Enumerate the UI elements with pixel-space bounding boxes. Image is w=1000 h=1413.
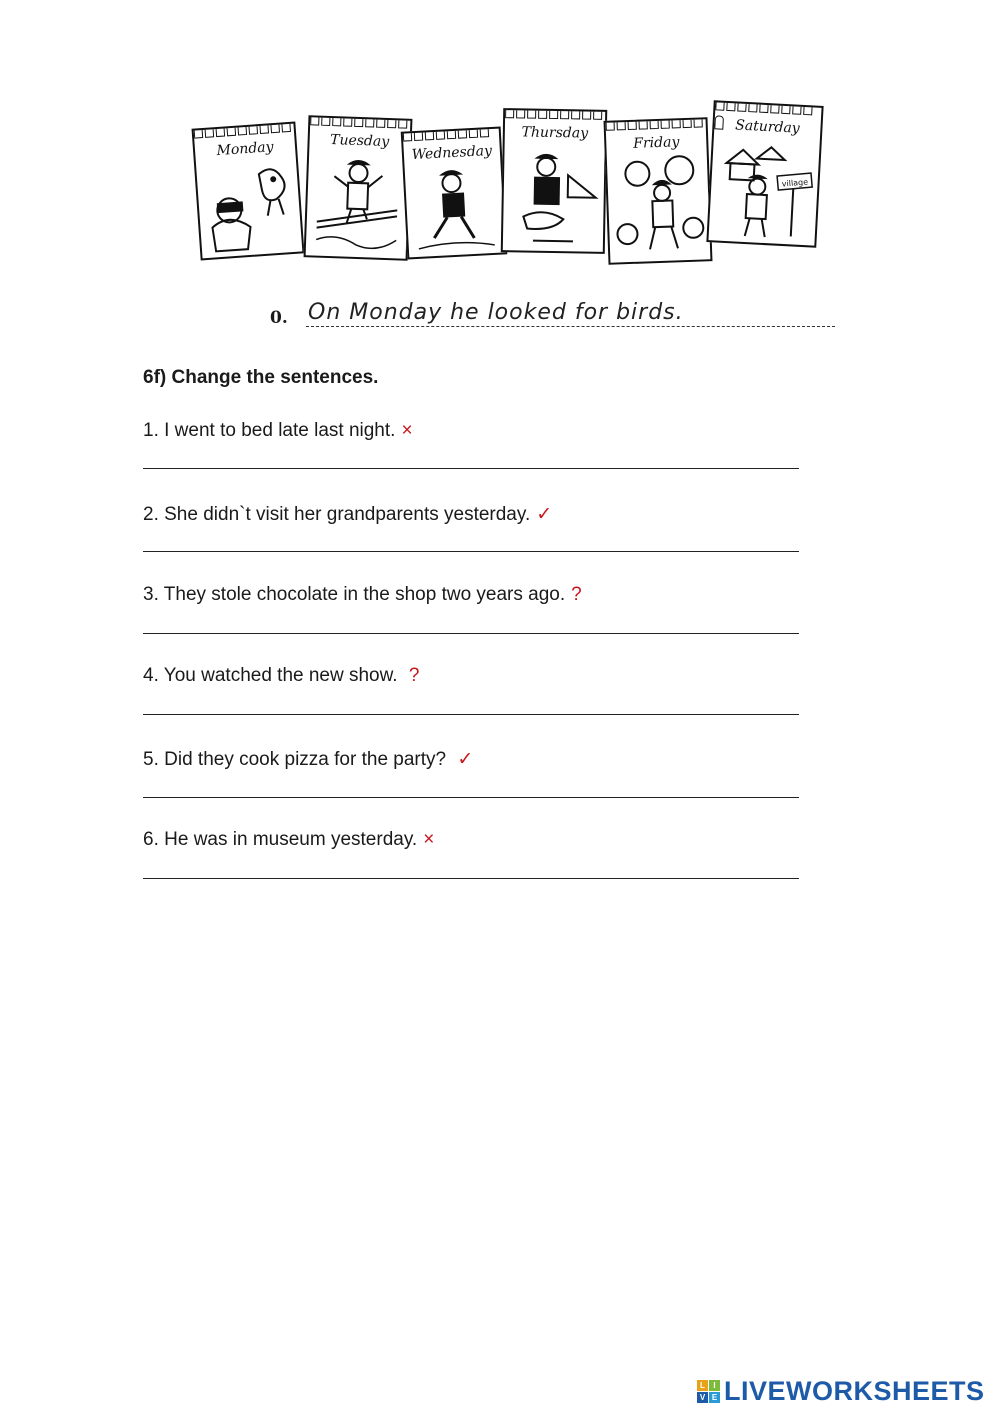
explorer-bridge-drawing [306, 151, 410, 258]
card-tuesday [304, 115, 413, 261]
card-day-label: Wednesday [411, 142, 493, 164]
question-2 [143, 503, 552, 526]
negative-mark-icon: × [401, 420, 413, 441]
question-6 [143, 829, 434, 851]
card-monday [192, 122, 305, 261]
question-text: 6. He was in museum yesterday. [143, 829, 418, 850]
question-mark-icon: ? [408, 665, 420, 686]
question-1 [143, 420, 413, 442]
card-thursday [501, 108, 607, 254]
liveworksheets-logo[interactable] [697, 1376, 985, 1406]
liveworksheets-logo-icon: L I V E [697, 1380, 720, 1403]
answer-line-1[interactable] [143, 468, 799, 469]
card-saturday [706, 100, 823, 248]
answer-line-6[interactable] [143, 878, 799, 879]
affirmative-mark-icon: ✓ [536, 504, 553, 525]
explorer-walking-drawing [405, 163, 506, 258]
affirmative-mark-icon: ✓ [457, 749, 474, 770]
weekday-cards-illustration [190, 95, 830, 265]
example-sentence [270, 296, 835, 332]
logo-text: LIVEWORKSHEETS [724, 1375, 985, 1406]
explorer-forest-drawing [607, 153, 711, 262]
card-friday [604, 117, 713, 265]
negative-mark-icon: × [423, 829, 435, 850]
answer-line-2[interactable] [143, 551, 799, 552]
village-sign-text: village [781, 177, 809, 189]
card-day-label: Thursday [521, 124, 589, 142]
exercise-heading: 6f) Change the sentences. [143, 367, 379, 388]
card-day-label: Tuesday [329, 132, 390, 151]
example-number: 0. [270, 308, 288, 328]
question-text: 5. Did they cook pizza for the party? [143, 749, 452, 770]
question-5 [143, 748, 473, 771]
question-mark-icon: ? [571, 584, 582, 605]
question-text: 3. They stole chocolate in the shop two years ago. [143, 584, 566, 605]
question-4 [143, 665, 419, 687]
question-3 [143, 584, 582, 606]
answer-line-5[interactable] [143, 797, 799, 798]
explorer-campfire-drawing [503, 144, 605, 252]
answer-line-3[interactable] [143, 633, 799, 634]
answer-line-4[interactable] [143, 714, 799, 715]
question-text: 1. I went to bed late last night. [143, 420, 396, 441]
example-text: On Monday he looked for birds. [308, 300, 684, 325]
explorer-village-drawing [708, 136, 819, 245]
example-underline [306, 326, 835, 327]
question-text: 4. You watched the new show. [143, 665, 403, 686]
card-day-label: Saturday [734, 117, 801, 137]
card-day-label: Monday [216, 139, 275, 160]
card-day-label: Friday [632, 134, 680, 152]
explorer-binoculars-drawing [196, 158, 302, 259]
card-wednesday [401, 126, 508, 259]
question-text: 2. She didn`t visit her grandparents yesterday. [143, 504, 531, 525]
